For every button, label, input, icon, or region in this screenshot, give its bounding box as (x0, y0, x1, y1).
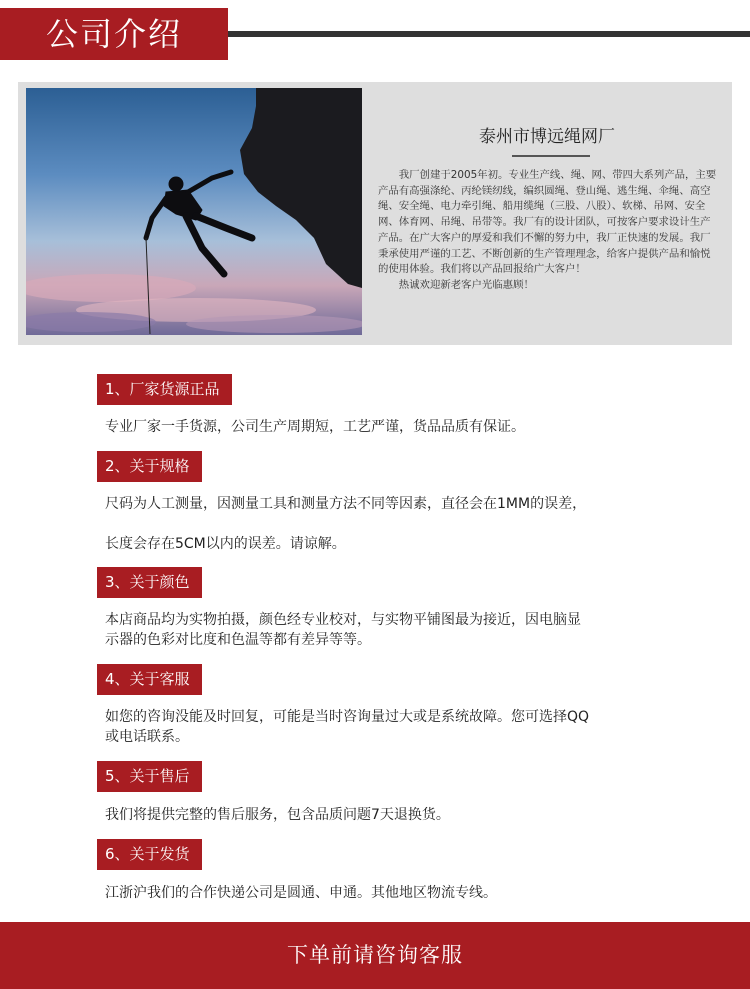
header-divider (228, 31, 750, 37)
company-panel (18, 82, 732, 345)
section-heading-aftersales: 5、关于售后 (97, 761, 202, 792)
section-text-specs-line1: 尺码为人工测量，因测量工具和测量方法不同等因素，直径会在1MM的误差， (105, 496, 587, 512)
section-text-shipping: 江浙沪我们的合作快递公司是圆通、申通。其他地区物流专线。 (105, 885, 497, 901)
section-text-aftersales: 我们将提供完整的售后服务，包含品质问题7天退换货。 (105, 807, 450, 823)
contact-service-banner: 下单前请咨询客服 (0, 922, 750, 989)
section-text-specs-line2: 长度会存在5CM以内的误差。请谅解。 (105, 536, 346, 552)
section-text-color-line2: 示器的色彩对比度和色温等都有差异等等。 (105, 632, 371, 648)
section-text-service-line2: 或电话联系。 (105, 729, 189, 745)
section-heading-shipping: 6、关于发货 (97, 839, 202, 870)
section-text-color-line1: 本店商品均为实物拍摄，颜色经专业校对，与实物平铺图最为接近，因电脑显 (105, 612, 581, 628)
section-text-genuine: 专业厂家一手货源，公司生产周期短，工艺严谨，货品品质有保证。 (105, 419, 525, 435)
section-heading-genuine: 1、厂家货源正品 (97, 374, 232, 405)
section-text-service-line1: 如您的咨询没能及时回复，可能是当时咨询量过大或是系统故障。您可选择QQ (105, 709, 590, 725)
company-name-underline (512, 155, 590, 157)
section-heading-service: 4、关于客服 (97, 664, 202, 695)
section-heading-color: 3、关于颜色 (97, 567, 202, 598)
company-description: 我厂创建于2005年初。专业生产线、绳、网、带四大系列产品，主要产品有高强涤纶、丙纶镁纫线，编织圆绳、登山绳、逃生绳、伞绳、高空绳、安全绳、电力牵引绳、船用缆绳（三股、八股）、软梯、吊网、安全网、体育网、吊绳、吊带等。我厂有的设计团队，可按客户要求设计生产产品。在广大客户的厚爱和我们不懈的努力中，我厂正快速的发展。我厂秉承使用严谨的工艺、不断创新的生产管理理念，给客户提供产品和愉悦的使用体验。我们将以产品回报给广大客户！ 热诚欢迎新老客户光临惠顾！ (378, 169, 717, 291)
climber-photo (26, 88, 362, 335)
company-name: 泰州市博远绳网厂 (479, 127, 615, 147)
page-title: 公司介绍 (0, 8, 228, 60)
section-heading-specs: 2、关于规格 (97, 451, 202, 482)
